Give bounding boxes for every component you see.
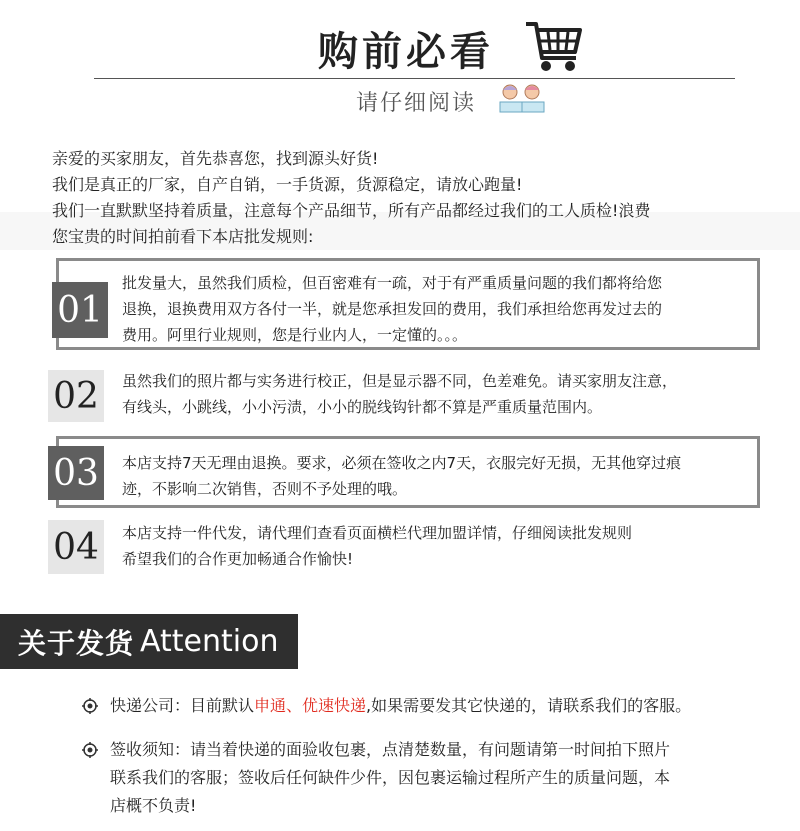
rule-2-text	[122, 368, 677, 420]
receipt-info	[110, 736, 670, 820]
shopping-cart-icon	[522, 14, 586, 78]
rule-line: 批发量大，虽然我们质检，但百密难有一疏，对于有严重质量问题的我们都将给您	[122, 274, 663, 292]
attention-title-cn: 关于发货	[18, 626, 135, 660]
target-bullet-icon	[82, 698, 98, 714]
express-suffix: ,如果需要发其它快递的，请联系我们的客服。	[366, 696, 692, 715]
intro-line: 亲爱的买家朋友，首先恭喜您，找到源头好货!	[52, 149, 379, 168]
target-bullet-icon	[82, 742, 98, 758]
express-highlight: 申通、优速快递	[254, 696, 367, 715]
express-prefix: 快递公司：目前默认	[110, 696, 255, 715]
receipt-line: 联系我们的客服；签收后任何缺件少件，因包裹运输过程所产生的质量问题，本	[110, 768, 671, 787]
rule-1-text	[122, 270, 662, 348]
receipt-line: 店概不负责!	[110, 796, 197, 815]
express-info	[110, 692, 691, 720]
page-subtitle: 请仔细阅读	[356, 91, 477, 116]
intro-text	[52, 146, 762, 250]
attention-header	[0, 614, 298, 669]
header-divider	[94, 78, 735, 79]
rule-line: 费用。阿里行业规则，您是行业内人，一定懂的。。。	[122, 326, 468, 344]
rule-4-text	[122, 520, 632, 572]
rule-line: 本店支持一件代发，请代理们查看页面横栏代理加盟详情，仔细阅读批发规则	[122, 524, 633, 542]
rule-number-03: 03	[48, 446, 104, 500]
rule-number-01: 01	[52, 282, 108, 338]
intro-line: 我们一直默默坚持着质量，注意每个产品细节，所有产品都经过我们的工人质检!浪费	[52, 201, 651, 220]
intro-line: 您宝贵的时间拍前看下本店批发规则:	[52, 227, 314, 246]
rule-line: 希望我们的合作更加畅通合作愉快!	[122, 550, 354, 568]
page-title: 购前必看	[318, 29, 494, 75]
rule-line: 有线头，小跳线，小小污渍，小小的脱线钩针都不算是严重质量范围内。	[122, 398, 603, 416]
rule-number-04: 04	[48, 520, 104, 574]
rule-line: 虽然我们的照片都与实务进行校正，但是显示器不同，色差难免。请买家朋友注意，	[122, 372, 678, 390]
receipt-line: 签收须知：请当着快递的面验收包裹，点清楚数量，有问题请第一时间拍下照片	[110, 740, 671, 759]
attention-title-en: Attention	[140, 624, 279, 659]
two-people-reading-icon	[490, 82, 554, 114]
rule-line: 退换，退换费用双方各付一半，就是您承担发回的费用，我们承担给您再发过去的	[122, 300, 663, 318]
rule-number-02: 02	[48, 370, 104, 422]
rule-3-text	[122, 450, 681, 502]
intro-line: 我们是真正的厂家，自产自销，一手货源，货源稳定，请放心跑量!	[52, 175, 523, 194]
rule-line: 迹，不影响二次销售，否则不予处理的哦。	[122, 480, 408, 498]
rule-line: 本店支持7天无理由退换。要求，必须在签收之内7天，衣服完好无损，无其他穿过痕	[122, 454, 682, 472]
